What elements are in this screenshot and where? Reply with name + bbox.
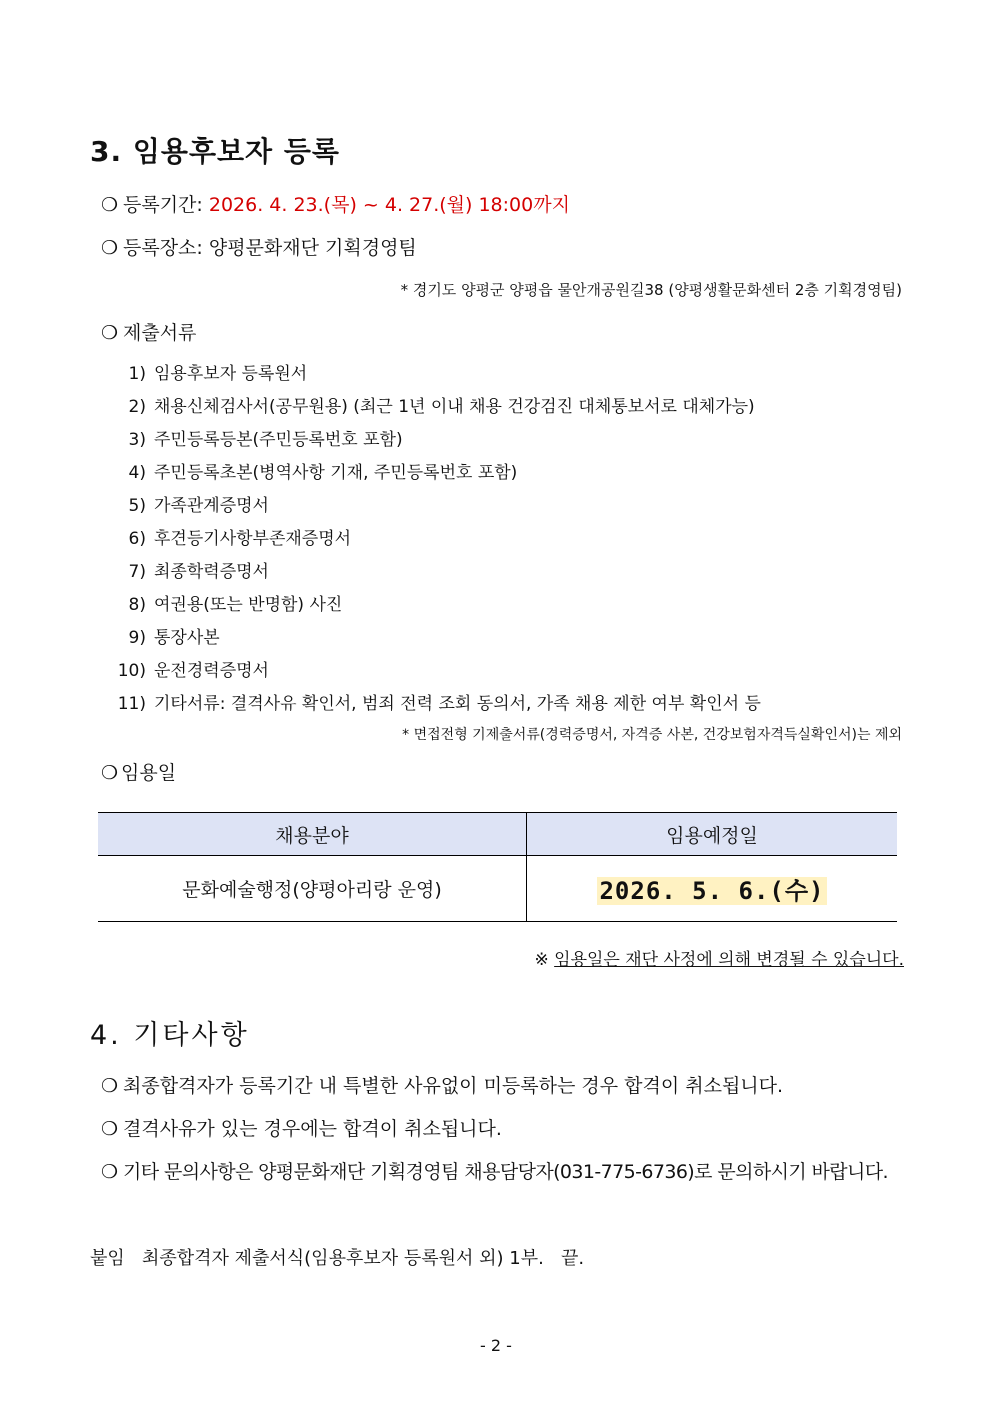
table-note-text: 임용일은 재단 사정에 의해 변경될 수 있습니다. <box>554 950 904 970</box>
table-header-date: 임용예정일 <box>527 813 898 856</box>
documents-note: * 면접전형 기제출서류(경력증명서, 자격증 사본, 건강보험자격득실확인서)는 제외 <box>402 727 902 743</box>
registration-place <box>101 233 417 260</box>
document-item: 3) 주민등록등본(주민등록번호 포함) <box>128 430 403 450</box>
document-item: 6) 후견등기사항부존재증명서 <box>128 529 352 549</box>
bullet-circle-icon: ❍ <box>101 322 119 344</box>
note-mark: ※ <box>534 950 555 970</box>
period-value: 2026. 4. 23.(목) ~ 4. 27.(월) 18:00까지 <box>208 194 570 216</box>
document-item: 10) 운전경력증명서 <box>117 661 269 681</box>
section-4-title: 4. 기타사항 <box>90 1020 250 1051</box>
table-header-field: 채용분야 <box>98 813 527 856</box>
place-address-note: * 경기도 양평군 양평읍 물안개공원길38 (양평생활문화센터 2층 기획경영팀) <box>400 281 902 299</box>
period-label: 등록기간: <box>123 194 209 216</box>
documents-heading <box>101 318 196 345</box>
table-row <box>98 856 897 922</box>
documents-label: 제출서류 <box>123 322 197 344</box>
etc-item: ❍ 최종합격자가 등록기간 내 특별한 사유없이 미등록하는 경우 합격이 취소됩니다. <box>101 1075 784 1097</box>
document-item: 11) 기타서류: 결격사유 확인서, 범죄 전력 조회 동의서, 가족 채용 제한 여부 확인서 등 <box>117 694 761 714</box>
bullet-circle-icon: ❍ <box>101 194 119 216</box>
appointment-table <box>98 812 897 922</box>
document-item: 2) 채용신체검사서(공무원용) (최근 1년 이내 채용 건강검진 대체통보서로 대체가능) <box>128 397 755 417</box>
table-cell-field: 문화예술행정(양평아리랑 운영) <box>98 856 527 922</box>
table-note <box>534 945 904 970</box>
document-item: 1) 임용후보자 등록원서 <box>128 364 308 384</box>
table-header-row <box>98 813 897 856</box>
section-3-title: 3. 임용후보자 등록 <box>90 135 340 168</box>
bullet-circle-icon: ❍ <box>101 1161 118 1183</box>
page-number: - 2 - <box>480 1336 512 1355</box>
appointment-heading <box>101 758 176 785</box>
document-item: 5) 가족관계증명서 <box>128 496 269 516</box>
appointment-label: 임용일 <box>121 762 177 784</box>
table-cell-date <box>527 856 898 922</box>
document-item: 7) 최종학력증명서 <box>128 562 269 582</box>
document-item: 4) 주민등록초본(병역사항 기재, 주민등록번호 포함) <box>128 463 518 483</box>
bullet-circle-icon: ❍ <box>101 1118 119 1140</box>
attachment-line: 붙임 최종합격자 제출서식(임용후보자 등록원서 외) 1부. 끝. <box>90 1248 585 1269</box>
etc-item: ❍ 기타 문의사항은 양평문화재단 기획경영팀 채용담당자(031-775-6736)로 문의하시기 바랍니다. <box>101 1161 888 1183</box>
document-item: 8) 여권용(또는 반명함) 사진 <box>128 595 343 615</box>
bullet-circle-icon: ❍ <box>101 1075 119 1097</box>
bullet-circle-icon: ❍ <box>101 237 119 259</box>
bullet-circle-icon: ❍ <box>101 762 119 784</box>
appointment-date-highlight: 2026. 5. 6.(수) <box>599 877 825 905</box>
place-label: 등록장소: 양평문화재단 기획경영팀 <box>123 237 417 259</box>
etc-item: ❍ 결격사유가 있는 경우에는 합격이 취소됩니다. <box>101 1118 502 1140</box>
document-item: 9) 통장사본 <box>128 628 220 648</box>
registration-period <box>101 190 570 217</box>
